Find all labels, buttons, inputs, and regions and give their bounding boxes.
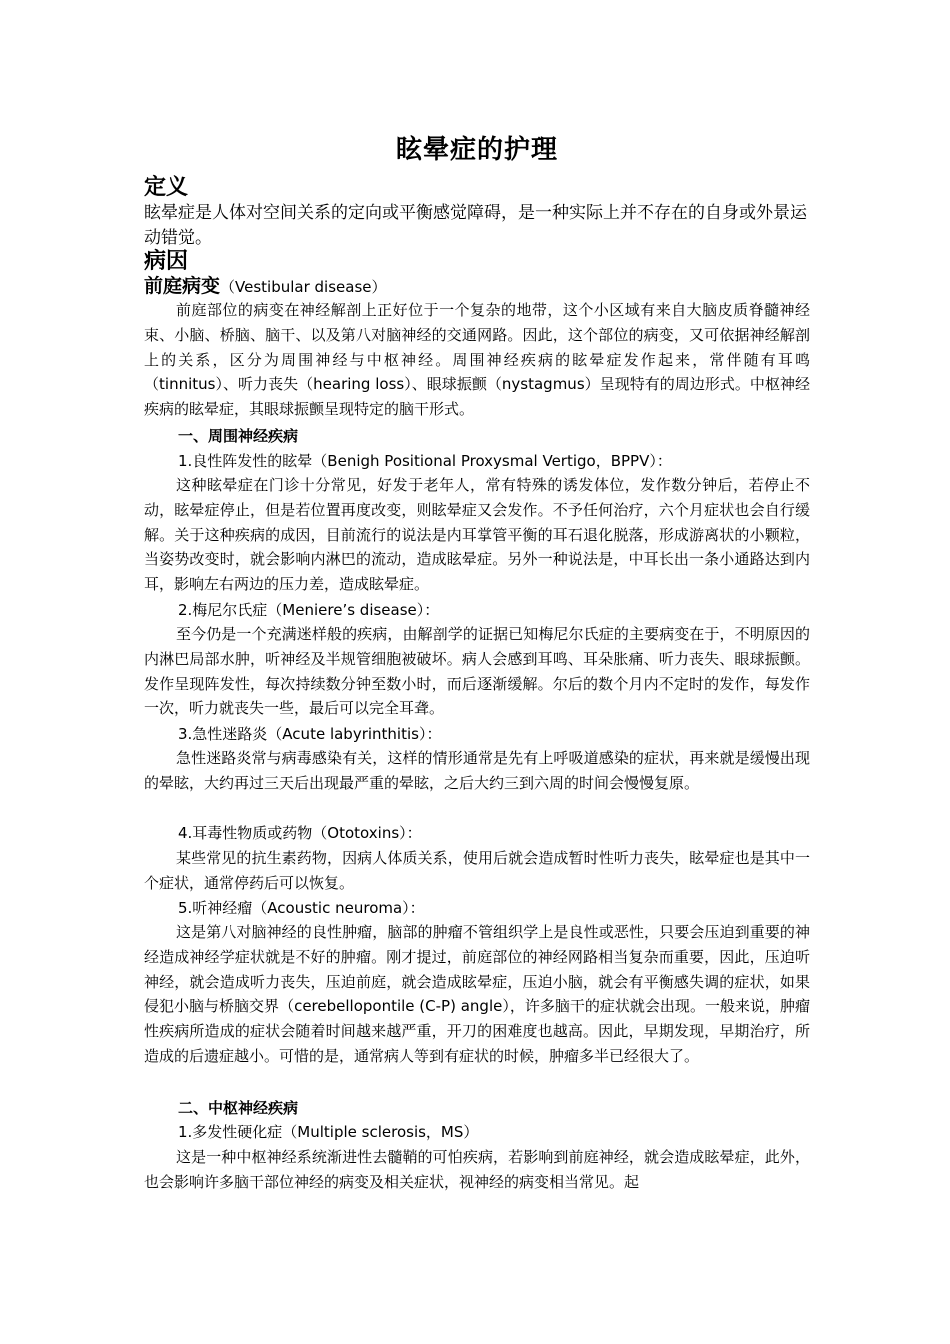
page-title: 眩晕症的护理 — [395, 135, 558, 165]
item-title: 1.多发性硬化症（Multiple sclerosis，MS） — [178, 1123, 479, 1141]
item-text: 这是第八对脑神经的良性肿瘤，脑部的肿瘤不管组织学上是良性或恶性，只要会压迫到重要的神经造成神经学症状就是不好的肿瘤。刚才提过，前庭部位的神经网路相当复杂而重要，因此，压迫听神经，就会造成听力丧失，压迫前庭，就会造成眩晕症，压迫小脑，就会有平衡感失调的症状，如果侵犯小脑与桥脑交界（cerebellopontile (C-P) angle），许多脑干的症状就会出现。一般来说，肿瘤性疾病所造成的症状会随着时间越来越严重，开刀的困难度也越高。因此，早期发现，早期治疗，所造成的后遗症越小。可惜的是，通常病人等到有症状的时候，肿瘤多半已经很大了。 — [144, 923, 810, 1065]
peripheral-heading: 一、周围神经疾病 — [178, 427, 299, 445]
vestibular-heading-en: （Vestibular disease） — [220, 278, 387, 296]
definition-heading: 定义 — [144, 175, 189, 200]
central-heading: 二、中枢神经疾病 — [178, 1099, 299, 1117]
vestibular-heading-zh: 前庭病变 — [144, 275, 221, 297]
item-title: 3.急性迷路炎（Acute labyrinthitis）： — [178, 725, 442, 743]
vestibular-intro: 前庭部位的病变在神经解剖上正好位于一个复杂的地带，这个小区域有来自大脑皮质脊髓神经束、小脑、桥脑、脑干、以及第八对脑神经的交通网路。因此，这个部位的病变，又可依据神经解剖上的关系，区分为周围神经与中枢神经。周围神经疾病的眩晕症发作起来，常伴随有耳鸣（tinnitus）、听力丧失（hearing loss）、眼球振颤（nystagmus）呈现特有的周边形式。中枢神经疾病的眩晕症，其眼球振颤呈现特定的脑干形式。 — [144, 301, 810, 419]
item-title: 5.听神经瘤（Acoustic neuroma）： — [178, 899, 425, 917]
cause-heading: 病因 — [144, 249, 189, 274]
item-title: 2.梅尼尔氏症（Meniere’s disease）： — [178, 601, 440, 619]
item-text: 至今仍是一个充满迷样般的疾病，由解剖学的证据已知梅尼尔氏症的主要病变在于，不明原因的内淋巴局部水肿，听神经及半规管细胞被破坏。病人会感到耳鸣、耳朵胀痛、听力丧失、眼球振颤。发作呈现阵发性，每次持续数分钟至数小时，而后逐渐缓解。尔后的数个月内不定时的发作，每发作一次，听力就丧失一些，最后可以完全耳聋。 — [144, 625, 810, 718]
definition-text: 眩晕症是人体对空间关系的定向或平衡感觉障碍，是一种实际上并不存在的自身或外景运动错觉。 — [144, 203, 807, 248]
item-title: 1.良性阵发性的眩晕（Benigh Positional Proxysmal Vertigo，BPPV）： — [178, 452, 672, 470]
item-title: 4.耳毒性物质或药物（Ototoxins）： — [178, 824, 422, 842]
vestibular-heading — [144, 273, 387, 300]
item-text: 这是一种中枢神经系统渐进性去髓鞘的可怕疾病，若影响到前庭神经，就会造成眩晕症，此外，也会影响许多脑干部位神经的病变及相关症状，视神经的病变相当常见。起 — [144, 1148, 810, 1191]
item-text: 某些常见的抗生素药物，因病人体质关系，使用后就会造成暂时性听力丧失，眩晕症也是其中一个症状，通常停药后可以恢复。 — [144, 849, 810, 892]
item-text: 这种眩晕症在门诊十分常见，好发于老年人，常有特殊的诱发体位，发作数分钟后，若停止不动，眩晕症停止，但是若位置再度改变，则眩晕症又会发作。不予任何治疗，六个月症状也会自行缓解。关于这种疾病的成因，目前流行的说法是内耳掌管平衡的耳石退化脱落，形成游离状的小颗粒，当姿势改变时，就会影响内淋巴的流动，造成眩晕症。另外一种说法是，中耳长出一条小通路达到内耳，影响左右两边的压力差，造成眩晕症。 — [144, 476, 810, 594]
item-text: 急性迷路炎常与病毒感染有关，这样的情形通常是先有上呼吸道感染的症状，再来就是缓慢出现的晕眩，大约再过三天后出现最严重的晕眩，之后大约三到六周的时间会慢慢复原。 — [144, 749, 810, 792]
